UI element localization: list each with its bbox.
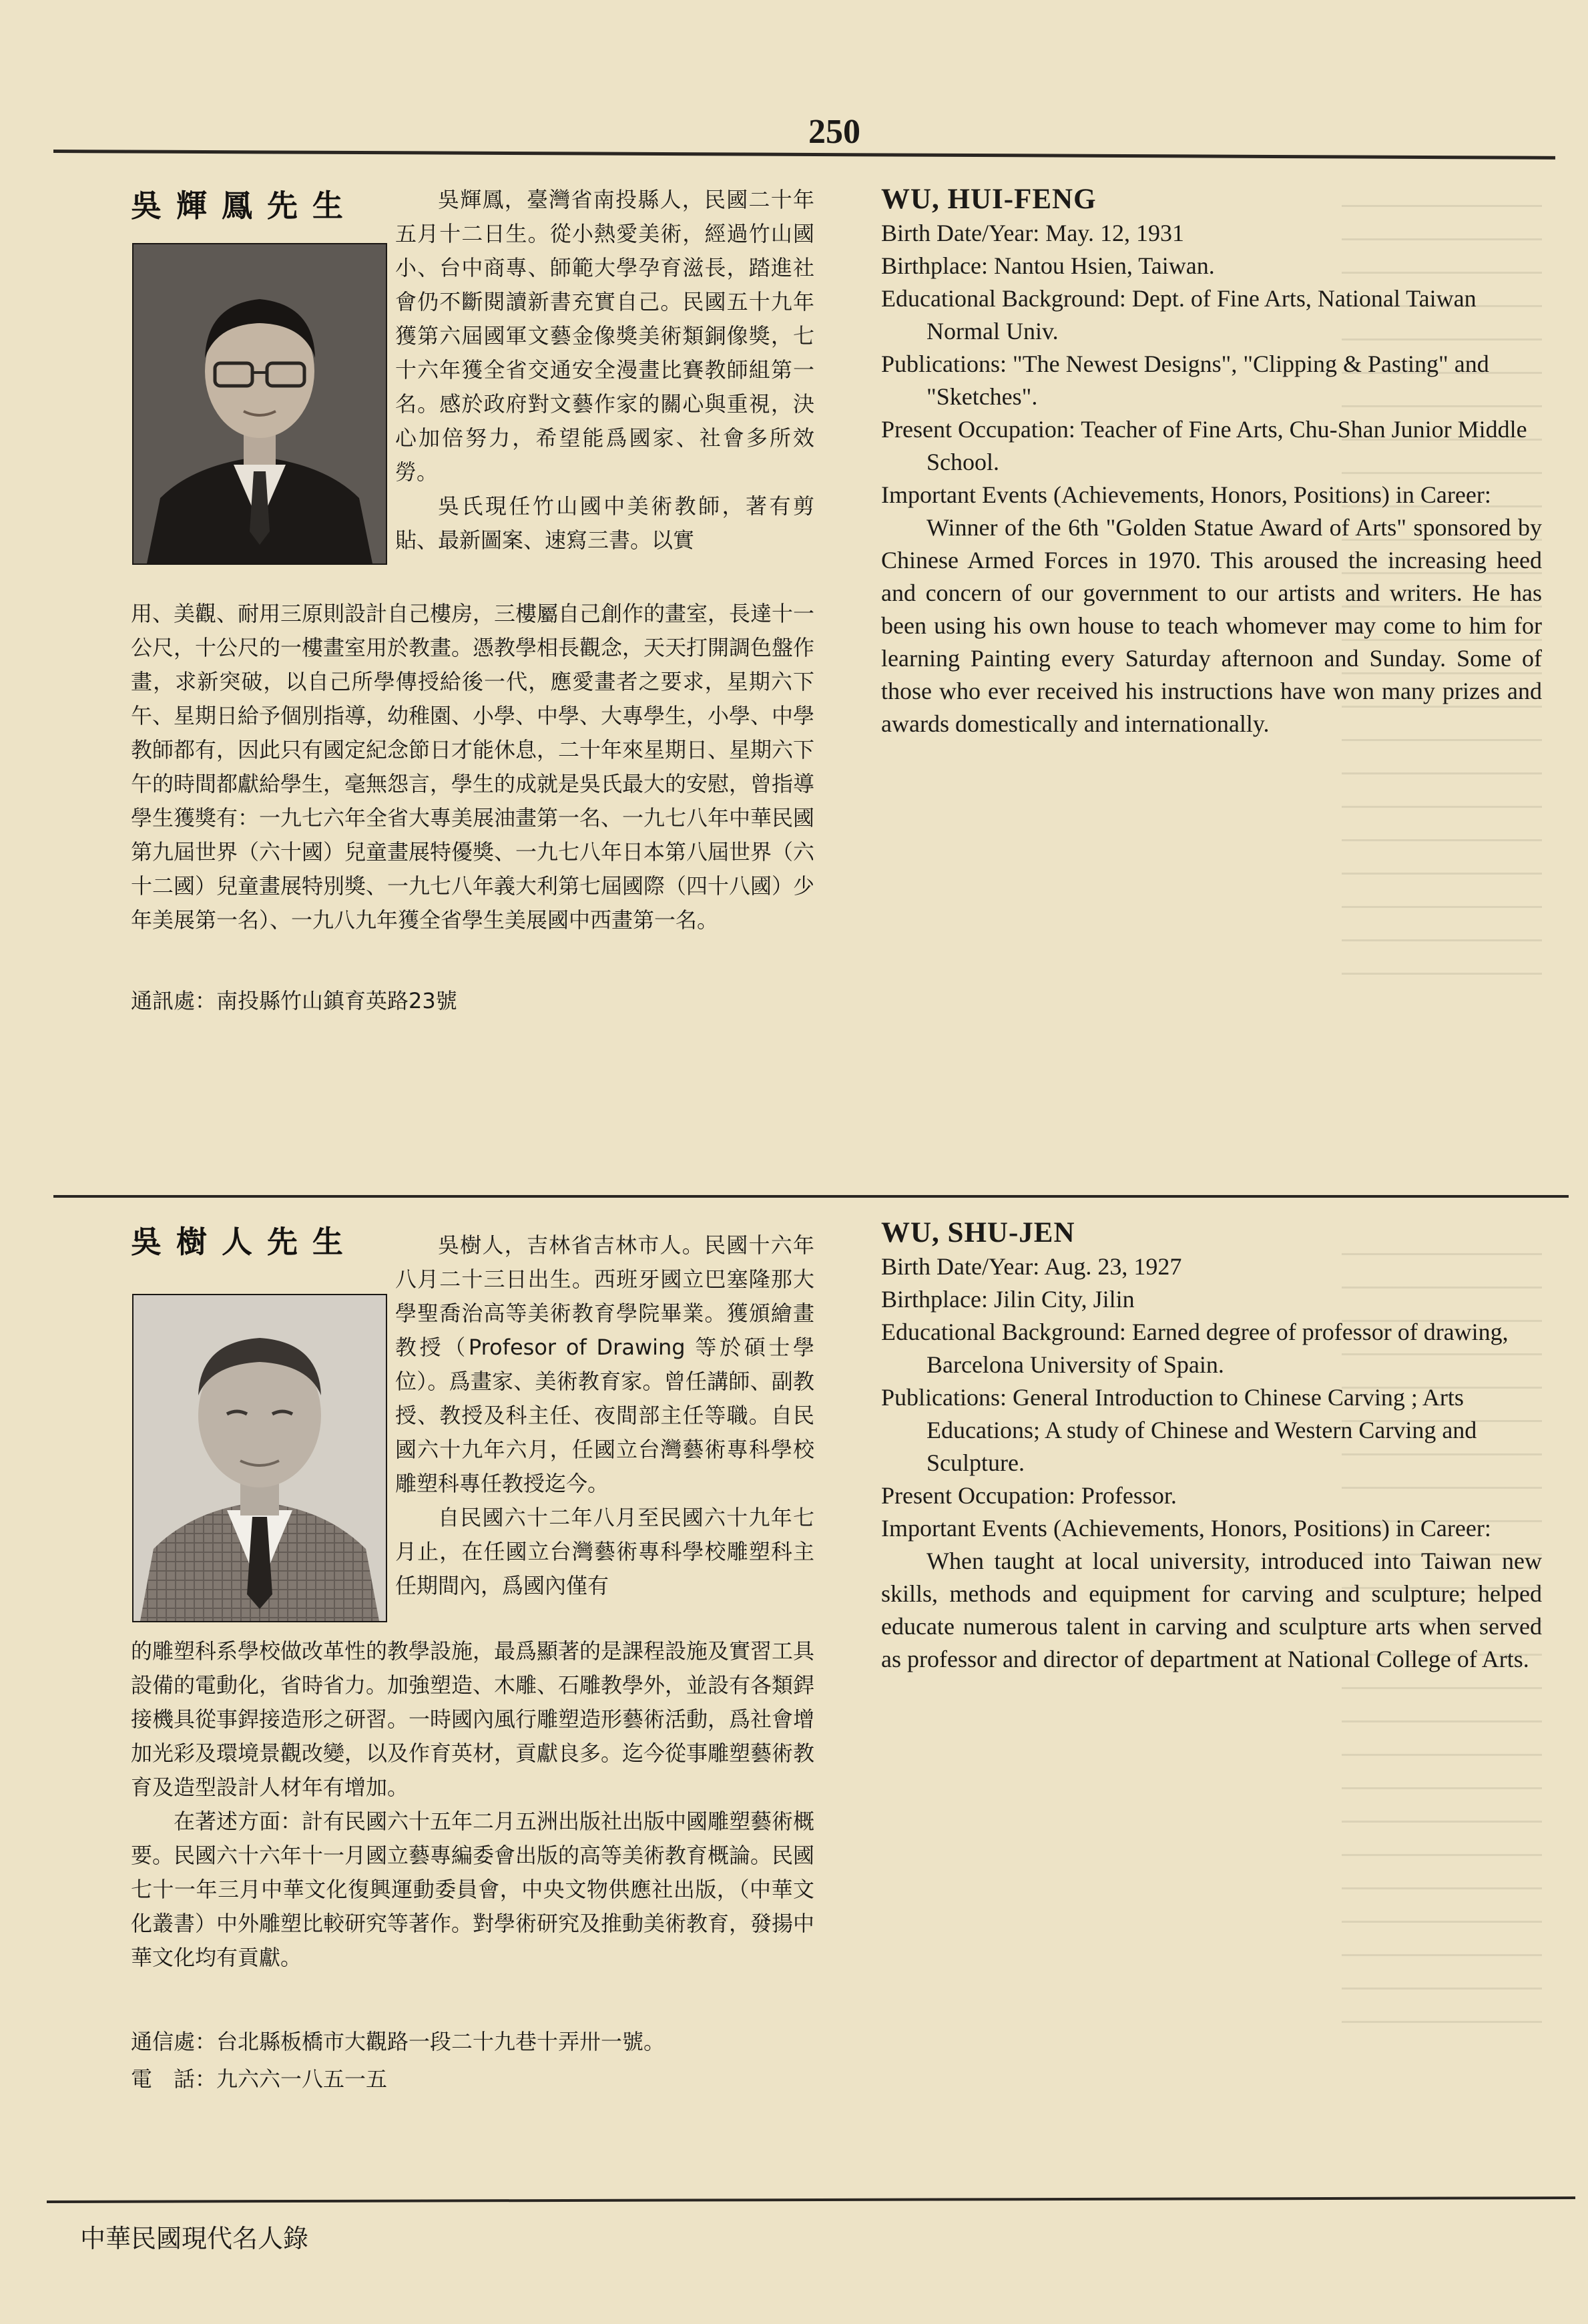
chinese-bio-paragraph: 用、美觀、耐用三原則設計自己樓房，三樓屬自己創作的畫室，長達十一公尺，十公尺的一樓畫室用於教畫。憑教學相長觀念，天天打開調色盤作畫，求新突破，以自己所學傳授給後一代，應愛畫者之要求，星期六下午、星期日給予個別指導，幼稚園、小學、中學、大專學生，小學、中學教師都有，因此只有國定紀念節日才能休息，二十年來星期日、星期六下午的時間都獻給學生，毫無怨言，學生的成就是吳氏最大的安慰，曾指導學生獲獎有：一九七六年全省大專美展油畫第一名、一九七八年中華民國第九屆世界（六十國）兒童畫展特優獎、一九七八年日本第八屆世界（六十二國）兒童畫展特別獎、一九七八年義大利第七屆國際（四十八國）少年美展第一名）、一九八九年獲全省學生美展國中西畫第一名。 — [131, 601, 815, 933]
section-rule — [53, 1195, 1569, 1198]
english-name: WU, HUI-FENG — [881, 184, 1097, 215]
career-narrative: Winner of the 6th "Golden Statue Award of Arts" sponsored by Chinese Armed Forces in 1970. This aroused the increasing heed and concern of our government to our artists and writers. He has been using his own house to teach whomever may come to him for learning Painting every Saturday afternoon and Sunday. Some of those who ever received his instructions have won many prizes and awards domestically and internationally. — [881, 514, 1542, 737]
chinese-bio-lower — [131, 1634, 814, 1975]
portrait-photo — [132, 243, 387, 565]
important-events-heading: Important Events (Achievements, Honors, Positions) in Career: — [881, 1515, 1491, 1542]
chinese-bio-paragraph: 的雕塑科系學校做改革性的教學設施，最爲顯著的是課程設施及實習工具設備的電動化，省時省力。加強塑造、木雕、石雕教學外，並設有各類銲接機具從事銲接造形之研習。一時國內風行雕塑造形藝術活動，爲社會增加光彩及環境景觀改變，以及作育英材，貢獻良多。迄今從事雕塑藝術教育及造型設計人材年有增加。 — [131, 1638, 815, 1800]
footer-rule — [47, 2196, 1575, 2203]
phone-number: 電 話：九六六一八五一五 — [131, 2066, 388, 2092]
chinese-bio-paragraph: 吳樹人，吉林省吉林市人。民國十六年八月二十三日出生。西班牙國立巴塞隆那大學聖喬治高等美術教育學院畢業。獲頒繪畫教授（Profesor of Drawing 等於碩士學位）。爲畫家、美術教育家。曾任講師、副教授、教授及科主任、夜間部主任等職。自民國六十九年六月，任國立台灣藝術專科學校雕塑科專任教授迄今。 — [395, 1232, 814, 1496]
english-bio — [881, 1216, 1542, 1676]
chinese-bio-lower — [131, 597, 814, 937]
occupation: Present Occupation: Professor. — [881, 1482, 1177, 1509]
mailing-address: 通信處：台北縣板橋市大觀路一段二十九巷十弄卅一號。 — [131, 2029, 666, 2054]
book-title-footer: 中華民國現代名人錄 — [80, 2224, 309, 2253]
mailing-address: 通訊處：南投縣竹山鎮育英路23號 — [131, 988, 457, 1013]
contact-block — [131, 2023, 665, 2098]
portrait-illustration — [134, 244, 386, 563]
page-number: 250 — [808, 113, 860, 151]
portrait-photo — [132, 1294, 387, 1622]
occupation: Present Occupation: Teacher of Fine Arts, Chu-Shan Junior Middle School. — [881, 416, 1527, 475]
english-bio — [881, 183, 1542, 740]
chinese-bio-paragraph: 在著述方面：計有民國六十五年二月五洲出版社出版中國雕塑藝術概要。民國六十六年十一月國立藝專編委會出版的高等美術教育概論。民國七十一年三月中華文化復興運動委員會，中央文物供應社出版，（中華文化叢書）中外雕塑比較研究等著作。對學術研究及推動美術教育，發揚中華文化均有貢獻。 — [131, 1809, 815, 1970]
chinese-bio-paragraph: 吳氏現任竹山國中美術教師，著有剪貼、最新圖案、速寫三書。以實 — [395, 493, 814, 553]
chinese-bio-paragraph: 自民國六十二年八月至民國六十九年七月止，在任國立台灣藝術專科學校雕塑科主任期間內，爲國內僅有 — [395, 1505, 814, 1598]
chinese-bio-upper — [395, 183, 814, 557]
important-events-heading: Important Events (Achievements, Honors, Positions) in Career: — [881, 481, 1491, 508]
publications: Publications: General Introduction to Chinese Carving ; Arts Educations; A study of Chinese and Western Carving and Sculpture. — [881, 1384, 1477, 1476]
education: Educational Background: Earned degree of professor of drawing, Barcelona University of Spain. — [881, 1319, 1509, 1378]
birth-date: Birth Date/Year: May. 12, 1931 — [881, 220, 1184, 246]
birthplace: Birthplace: Nantou Hsien, Taiwan. — [881, 252, 1215, 279]
entry-wu-hui-feng — [0, 174, 1588, 1175]
chinese-name: 吳輝鳳先生 — [131, 188, 358, 224]
entry-wu-shu-jen — [0, 1215, 1588, 2190]
birthplace: Birthplace: Jilin City, Jilin — [881, 1286, 1135, 1313]
chinese-bio-paragraph: 吳輝鳳，臺灣省南投縣人，民國二十年五月十二日生。從小熱愛美術，經過竹山國小、台中商專、師範大學孕育滋長，踏進社會仍不斷閱讀新書充實自己。民國五十九年獲第六屆國軍文藝金像獎美術類銅像獎，七十六年獲全省交通安全漫畫比賽教師組第一名。感於政府對文藝作家的關心與重視，決心加倍努力，希望能爲國家、社會多所效勞。 — [395, 187, 814, 485]
english-name: WU, SHU-JEN — [881, 1217, 1075, 1248]
chinese-name: 吳樹人先生 — [131, 1224, 358, 1260]
birth-date: Birth Date/Year: Aug. 23, 1927 — [881, 1253, 1182, 1280]
chinese-bio-upper — [395, 1228, 814, 1603]
publications: Publications: "The Newest Designs", "Clipping & Pasting" and "Sketches". — [881, 351, 1489, 410]
career-narrative: When taught at local university, introduced into Taiwan new skills, methods and equipment for carving and sculpture; helped educate numerous talent in carving and sculpture arts when served as professor and director of department at National College of Arts. — [881, 1548, 1542, 1672]
education: Educational Background: Dept. of Fine Arts, National Taiwan Normal Univ. — [881, 285, 1477, 344]
portrait-illustration — [134, 1295, 386, 1621]
